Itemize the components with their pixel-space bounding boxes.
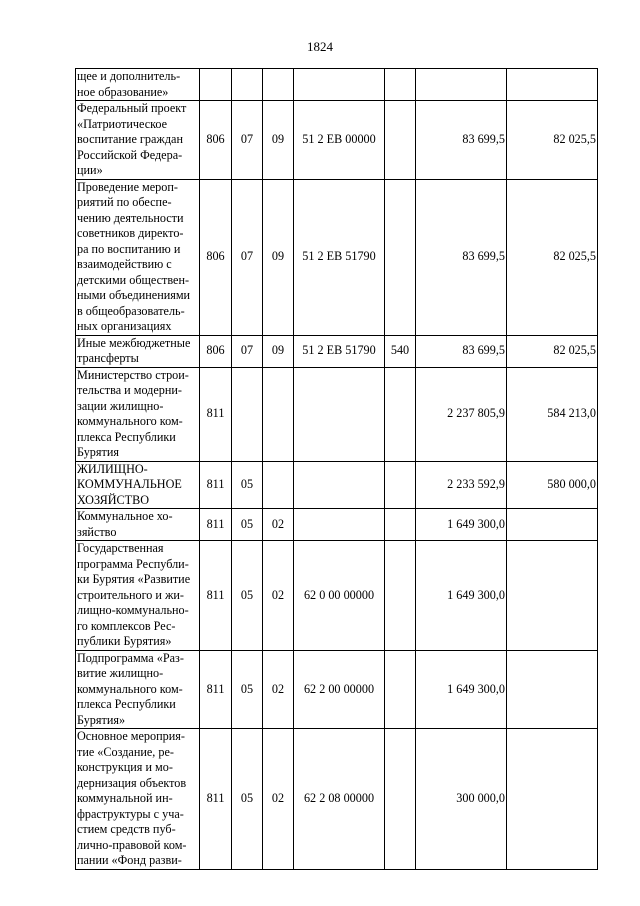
target-item-code: 62 2 08 00000 (294, 729, 385, 870)
section-code: 05 (232, 461, 263, 509)
target-item-code (294, 367, 385, 461)
table-row (76, 650, 598, 729)
table-row (76, 101, 598, 180)
row-name: Иные межбюджетные трансферты (76, 335, 200, 367)
expense-type-code (385, 461, 416, 509)
section-code: 05 (232, 509, 263, 541)
row-name: Подпрограмма «Раз- витие жилищно- коммунального ком- плекса Республики Бурятия» (76, 650, 200, 729)
subsection-code: 09 (263, 179, 294, 335)
amount-year-2 (507, 509, 598, 541)
budget-table (75, 68, 598, 870)
table-row (76, 729, 598, 870)
row-name: Проведение мероп- риятий по обеспе- чению деятельности советников директо- ра по воспитанию и взаимодействию с детскими обществен- ными объединениями в общеобразователь- ных организациях (76, 179, 200, 335)
expense-type-code (385, 650, 416, 729)
target-item-code (294, 69, 385, 101)
amount-year-1: 300 000,0 (416, 729, 507, 870)
row-name: Основное мероприя- тие «Создание, ре- конструкция и мо- дернизация объектов коммунальной ин- фраструктуры с уча- стием средств пуб- лично-правовой ком- пании «Фонд разви- (76, 729, 200, 870)
section-code: 07 (232, 179, 263, 335)
subsection-code (263, 69, 294, 101)
ministry-code (200, 69, 232, 101)
ministry-code: 811 (200, 650, 232, 729)
page-number: 1824 (307, 39, 333, 54)
row-name: Федеральный проект «Патриотическое воспитание граждан Российской Федера- ции» (76, 101, 200, 180)
amount-year-1: 83 699,5 (416, 179, 507, 335)
ministry-code: 811 (200, 729, 232, 870)
table-row (76, 69, 598, 101)
expense-type-code (385, 69, 416, 101)
expense-type-code (385, 179, 416, 335)
ministry-code: 811 (200, 509, 232, 541)
ministry-code: 806 (200, 335, 232, 367)
table-row (76, 179, 598, 335)
amount-year-1: 83 699,5 (416, 101, 507, 180)
row-name: ЖИЛИЩНО- КОММУНАЛЬНОЕ ХОЗЯЙСТВО (76, 461, 200, 509)
table-row (76, 509, 598, 541)
subsection-code (263, 367, 294, 461)
subsection-code: 02 (263, 650, 294, 729)
ministry-code: 806 (200, 179, 232, 335)
target-item-code (294, 461, 385, 509)
target-item-code: 51 2 EB 00000 (294, 101, 385, 180)
ministry-code: 811 (200, 541, 232, 651)
expense-type-code (385, 729, 416, 870)
amount-year-1: 1 649 300,0 (416, 541, 507, 651)
section-code (232, 367, 263, 461)
subsection-code: 02 (263, 729, 294, 870)
amount-year-1: 83 699,5 (416, 335, 507, 367)
budget-table-body (76, 69, 598, 870)
amount-year-2 (507, 650, 598, 729)
amount-year-2: 82 025,5 (507, 101, 598, 180)
subsection-code (263, 461, 294, 509)
table-row (76, 541, 598, 651)
amount-year-2: 584 213,0 (507, 367, 598, 461)
section-code: 05 (232, 729, 263, 870)
target-item-code: 62 2 00 00000 (294, 650, 385, 729)
subsection-code: 02 (263, 509, 294, 541)
subsection-code: 09 (263, 101, 294, 180)
ministry-code: 806 (200, 101, 232, 180)
amount-year-2: 82 025,5 (507, 179, 598, 335)
amount-year-2: 580 000,0 (507, 461, 598, 509)
ministry-code: 811 (200, 461, 232, 509)
expense-type-code (385, 509, 416, 541)
amount-year-1 (416, 69, 507, 101)
target-item-code: 62 0 00 00000 (294, 541, 385, 651)
amount-year-2 (507, 69, 598, 101)
section-code: 07 (232, 101, 263, 180)
subsection-code: 02 (263, 541, 294, 651)
table-row (76, 461, 598, 509)
table-row (76, 335, 598, 367)
amount-year-2 (507, 541, 598, 651)
amount-year-1: 2 237 805,9 (416, 367, 507, 461)
amount-year-2 (507, 729, 598, 870)
section-code: 05 (232, 650, 263, 729)
expense-type-code (385, 541, 416, 651)
subsection-code: 09 (263, 335, 294, 367)
section-code (232, 69, 263, 101)
expense-type-code (385, 367, 416, 461)
target-item-code (294, 509, 385, 541)
amount-year-1: 2 233 592,9 (416, 461, 507, 509)
target-item-code: 51 2 EB 51790 (294, 179, 385, 335)
ministry-code: 811 (200, 367, 232, 461)
row-name: щее и дополнитель- ное образование» (76, 69, 200, 101)
row-name: Коммунальное хо- зяйство (76, 509, 200, 541)
amount-year-2: 82 025,5 (507, 335, 598, 367)
table-row (76, 367, 598, 461)
target-item-code: 51 2 EB 51790 (294, 335, 385, 367)
section-code: 05 (232, 541, 263, 651)
expense-type-code: 540 (385, 335, 416, 367)
row-name: Государственная программа Республи- ки Бурятия «Развитие строительного и жи- лищно-коммунально- го комплексов Рес- публики Бурятия» (76, 541, 200, 651)
amount-year-1: 1 649 300,0 (416, 509, 507, 541)
amount-year-1: 1 649 300,0 (416, 650, 507, 729)
section-code: 07 (232, 335, 263, 367)
expense-type-code (385, 101, 416, 180)
row-name: Министерство строи- тельства и модерни- зации жилищно- коммунального ком- плекса Республики Бурятия (76, 367, 200, 461)
